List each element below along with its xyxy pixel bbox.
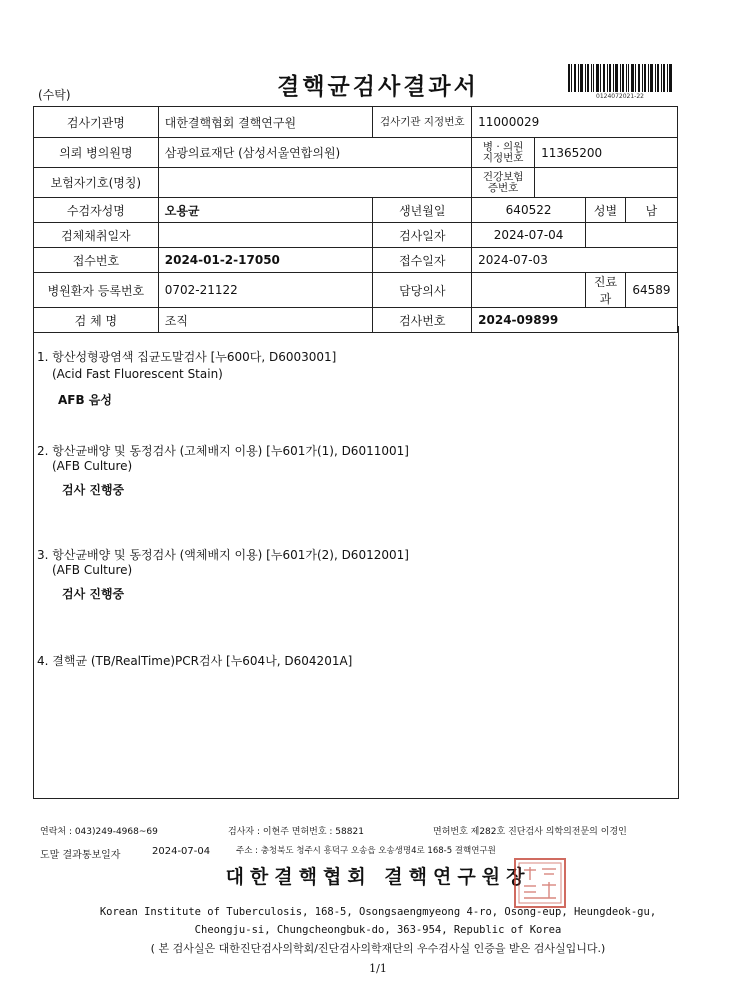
reg-label: 병원환자 등록번호 <box>34 273 159 308</box>
dob-label: 생년월일 <box>373 198 472 223</box>
collect-value <box>158 223 373 248</box>
barcode-number: 0124072021-22 <box>596 93 644 100</box>
doctor-value <box>472 273 586 308</box>
test-3-subtitle: (AFB Culture) <box>52 563 133 577</box>
footer-examiner: 검사자 : 이현주 면허번호 : 58821 <box>228 827 364 837</box>
reg-value: 0702-21122 <box>158 273 373 308</box>
document-title: 결핵균검사결과서 <box>277 74 479 100</box>
test-1-result: AFB 음성 <box>58 393 112 407</box>
clinic-no-value: 11365200 <box>535 138 678 168</box>
info-table <box>33 106 678 333</box>
clinic-value: 삼광의료재단 (삼성서울연합의원) <box>158 138 471 168</box>
barcode-icon <box>568 64 672 92</box>
test-2-title: 2. 항산균배양 및 동정검사 (고체배지 이용) [누601가(1), D6011001] <box>37 444 409 458</box>
footer-date-value: 2024-07-04 <box>152 846 211 857</box>
footer-address-en-2: Cheongju-si, Chungcheongbuk-do, 363-954, Republic of Korea <box>194 924 562 936</box>
test-date-label: 검사일자 <box>373 223 472 248</box>
doctor-label: 담당의사 <box>373 273 472 308</box>
patient-value: 오용균 <box>158 198 373 223</box>
specimen-value: 조직 <box>158 308 373 333</box>
test-3-result: 검사 진행중 <box>62 587 125 601</box>
sex-label: 성별 <box>586 198 626 223</box>
test-date-value: 2024-07-04 <box>472 223 586 248</box>
insurance-no-label: 건강보험 증번호 <box>472 168 535 198</box>
patient-label: 수검자성명 <box>34 198 159 223</box>
insured-label: 보험자기호(명칭) <box>34 168 159 198</box>
specimen-label: 검 체 명 <box>34 308 159 333</box>
test-4-title: 4. 결핵균 (TB/RealTime)PCR검사 [누604나, D604201A] <box>37 654 353 668</box>
receipt-date-label: 접수일자 <box>373 248 472 273</box>
accession-label: 접수번호 <box>34 248 159 273</box>
sex-value: 남 <box>625 198 677 223</box>
dept-value: 64589 <box>625 273 677 308</box>
inst-no-value: 11000029 <box>472 107 678 138</box>
collect-label: 검체채취일자 <box>34 223 159 248</box>
insured-value <box>158 168 471 198</box>
test-3-title: 3. 항산균배양 및 동정검사 (액체배지 이용) [누601가(2), D6012001] <box>37 548 409 562</box>
receipt-date-value: 2024-07-03 <box>472 248 678 273</box>
test-2-subtitle: (AFB Culture) <box>52 459 133 473</box>
accession-value: 2024-01-2-17050 <box>158 248 373 273</box>
test-2-result: 검사 진행중 <box>62 483 125 497</box>
insurance-no-value <box>535 168 678 198</box>
test-no-value: 2024-09899 <box>472 308 678 333</box>
page-number: 1/1 <box>369 962 387 975</box>
inst-label: 검사기관명 <box>34 107 159 138</box>
dept-label: 진료과 <box>586 273 626 308</box>
certification-note: ( 본 검사실은 대한진단검사의학회/진단검사의학재단의 우수검사실 인증을 받은 검사실입니다.) <box>150 942 606 955</box>
test-1-title: 1. 항산성형광염색 집균도말검사 [누600다, D6003001] <box>37 350 337 364</box>
organization-name: 대한결핵협회 결핵연구원장 <box>225 866 531 888</box>
footer-address-ko: 주소 : 충청북도 청주시 흥덕구 오송읍 오송생명4로 168-5 결핵연구원 <box>236 846 496 856</box>
footer-contact: 연락처 : 043)249-4968~69 <box>40 827 158 837</box>
footer-license: 면허번호 제282호 진단검사 의학의전문의 이경인 <box>433 827 627 837</box>
footer-address-en-1: Korean Institute of Tuberculosis, 168-5, Osongsaengmyeong 4-ro, Osong-eup, Heungdeok-gu, <box>99 906 657 918</box>
receipt-label: (수탁) <box>38 88 71 102</box>
test-1-subtitle: (Acid Fast Fluorescent Stain) <box>52 367 223 381</box>
inst-value: 대한결핵협회 결핵연구원 <box>158 107 373 138</box>
clinic-label: 의뢰 병의원명 <box>34 138 159 168</box>
dob-value: 640522 <box>472 198 586 223</box>
inst-no-label: 검사기관 지정번호 <box>373 107 472 138</box>
official-seal-icon <box>514 858 566 908</box>
test-no-label: 검사번호 <box>373 308 472 333</box>
clinic-no-label: 병 · 의원 지정번호 <box>472 138 535 168</box>
footer-date-label: 도말 결과통보일자 <box>40 850 121 861</box>
test-date-empty <box>586 223 678 248</box>
